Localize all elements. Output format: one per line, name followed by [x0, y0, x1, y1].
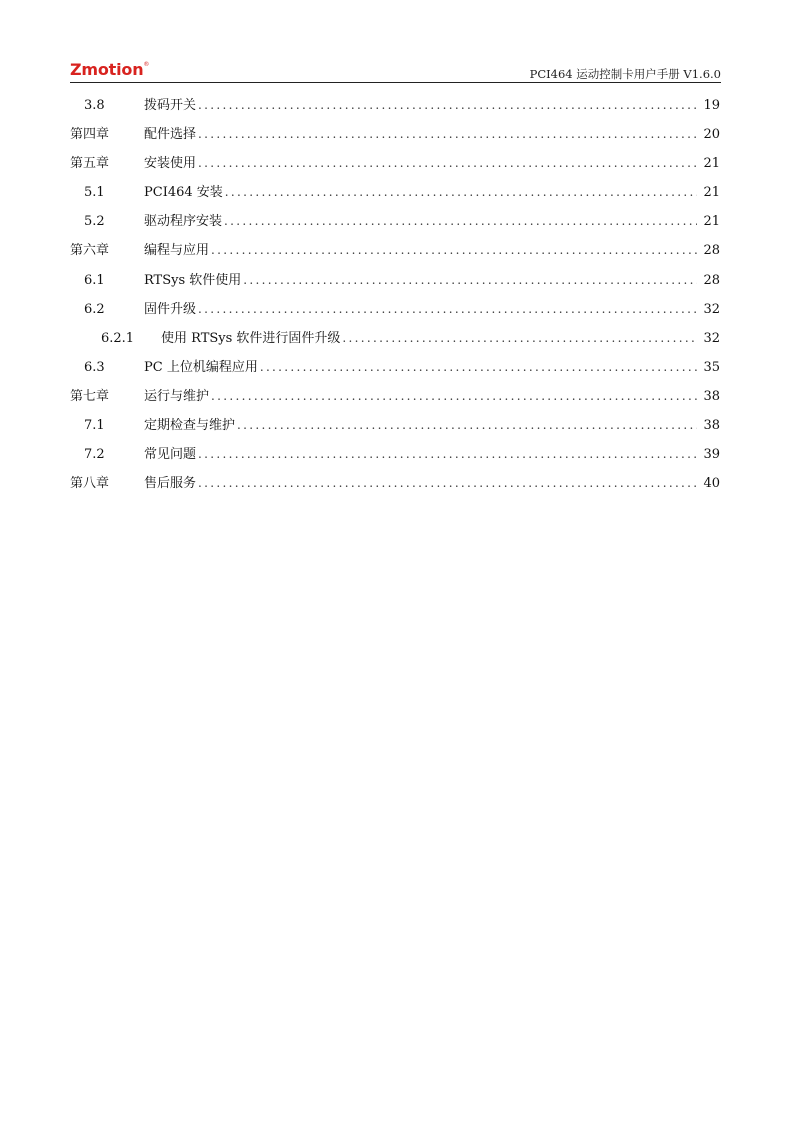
toc-entry[interactable] — [70, 123, 720, 152]
toc-page: 32 — [703, 330, 720, 346]
toc-leader — [198, 98, 697, 112]
toc-number: 5.1 — [84, 185, 105, 201]
toc-entry[interactable] — [70, 414, 720, 443]
toc-leader — [198, 156, 697, 170]
zmotion-logo — [70, 60, 149, 79]
toc-leader — [260, 360, 697, 374]
toc-entry[interactable] — [70, 94, 720, 123]
toc-number: 6.1 — [84, 272, 105, 288]
toc-leader — [243, 273, 697, 287]
toc-entry[interactable] — [70, 327, 720, 356]
toc-number: 6.2 — [84, 301, 105, 317]
toc-page: 28 — [703, 272, 720, 288]
logo-text: Zmotion — [70, 60, 144, 79]
toc-page: 39 — [703, 447, 720, 463]
toc-number: 第四章 — [70, 127, 110, 143]
toc-entry[interactable] — [70, 443, 720, 472]
toc-page: 35 — [703, 359, 720, 375]
toc-leader — [225, 185, 697, 199]
toc-number: 第七章 — [70, 388, 110, 404]
toc-page: 40 — [703, 476, 720, 492]
toc-page: 21 — [703, 156, 720, 172]
toc-leader — [198, 127, 697, 141]
toc-page: 28 — [703, 243, 720, 259]
toc-entry[interactable] — [70, 385, 720, 414]
toc-title: 配件选择 — [144, 127, 197, 143]
toc-title: 驱动程序安装 — [144, 214, 223, 230]
toc-leader — [237, 418, 697, 432]
toc-title: 定期检查与维护 — [144, 418, 236, 434]
toc-number: 7.1 — [84, 418, 105, 434]
toc-number: 第五章 — [70, 156, 110, 172]
toc-title: 固件升级 — [144, 301, 197, 317]
toc-leader — [198, 302, 697, 316]
toc-entry[interactable] — [70, 472, 720, 501]
toc-title: 运行与维护 — [144, 388, 210, 404]
toc-number: 6.2.1 — [101, 330, 135, 346]
toc-leader — [211, 389, 697, 403]
toc-leader — [211, 243, 697, 257]
toc-page: 21 — [703, 214, 720, 230]
toc-page: 38 — [703, 418, 720, 434]
table-of-contents — [70, 94, 720, 501]
toc-number: 5.2 — [84, 214, 105, 230]
toc-title: 常见问题 — [144, 447, 197, 463]
registered-mark: ® — [143, 61, 150, 68]
toc-page: 20 — [703, 127, 720, 143]
toc-title: 售后服务 — [144, 476, 197, 492]
toc-entry[interactable] — [70, 152, 720, 181]
toc-page: 38 — [703, 388, 720, 404]
toc-entry[interactable] — [70, 269, 720, 298]
page-header — [70, 58, 721, 83]
document-title: PCI464 运动控制卡用户手册 V1.6.0 — [529, 67, 721, 81]
toc-number: 第六章 — [70, 243, 110, 259]
toc-number: 第八章 — [70, 476, 110, 492]
toc-leader — [198, 447, 697, 461]
toc-entry[interactable] — [70, 298, 720, 327]
toc-page: 32 — [703, 301, 720, 317]
toc-title: 编程与应用 — [144, 243, 210, 259]
toc-entry[interactable] — [70, 356, 720, 385]
toc-entry[interactable] — [70, 210, 720, 239]
toc-leader — [198, 476, 697, 490]
toc-title: 安装使用 — [144, 156, 197, 172]
toc-title: PCI464 安装 — [144, 185, 223, 201]
toc-number: 6.3 — [84, 359, 105, 375]
toc-title: RTSys 软件使用 — [144, 272, 242, 288]
toc-entry[interactable] — [70, 181, 720, 210]
toc-leader — [342, 331, 697, 345]
toc-page: 19 — [703, 98, 720, 113]
toc-title: 使用 RTSys 软件进行固件升级 — [161, 330, 341, 346]
toc-number: 7.2 — [84, 447, 105, 463]
toc-entry[interactable] — [70, 239, 720, 268]
toc-page: 21 — [703, 185, 720, 201]
toc-title: 拨码开关 — [144, 98, 197, 113]
toc-number: 3.8 — [84, 98, 105, 113]
toc-leader — [224, 214, 697, 228]
toc-title: PC 上位机编程应用 — [144, 359, 258, 375]
